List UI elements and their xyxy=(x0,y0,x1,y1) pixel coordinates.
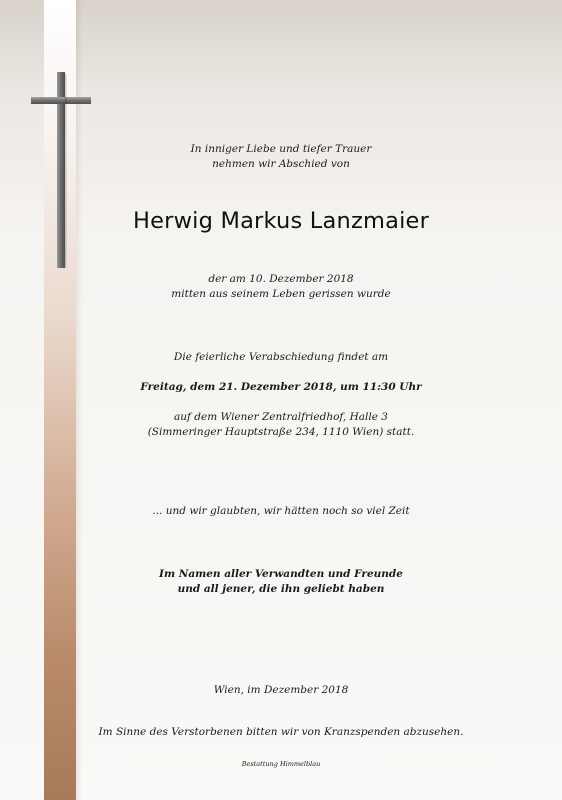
signature-line-1: Im Namen aller Verwandten und Freunde xyxy=(159,568,403,580)
intro-line-2: nehmen wir Abschied von xyxy=(212,158,350,170)
wreath-request: Im Sinne des Verstorbenen bitten wir von Kranzspenden abzusehen. xyxy=(98,726,464,738)
intro-text xyxy=(0,142,562,172)
ceremony-intro: Die feierliche Verabschiedung findet am xyxy=(173,351,389,363)
quote-text: ... und wir glaubten, wir hätten noch so viel Zeit xyxy=(152,505,410,517)
ceremony-date: Freitag, dem 21. Dezember 2018, um 11:30 Uhr xyxy=(140,381,422,393)
location-line-1: auf dem Wiener Zentralfriedhof, Halle 3 xyxy=(174,411,388,423)
death-line-2: mitten aus seinem Leben gerissen wurde xyxy=(171,288,391,300)
location-line-2: (Simmeringer Hauptstraße 234, 1110 Wien) statt. xyxy=(147,426,415,438)
deceased-name: Herwig Markus Lanzmaier xyxy=(132,208,430,234)
intro-line-1: In inniger Liebe und tiefer Trauer xyxy=(190,143,372,155)
place-date: Wien, im Dezember 2018 xyxy=(213,684,349,696)
signature-text xyxy=(0,567,562,597)
death-line-1: der am 10. Dezember 2018 xyxy=(208,273,354,285)
location-text xyxy=(0,410,562,440)
death-text xyxy=(0,272,562,302)
signature-line-2: und all jener, die ihn geliebt haben xyxy=(177,583,385,595)
undertaker-name: Bestattung Himmelblau xyxy=(241,760,321,768)
